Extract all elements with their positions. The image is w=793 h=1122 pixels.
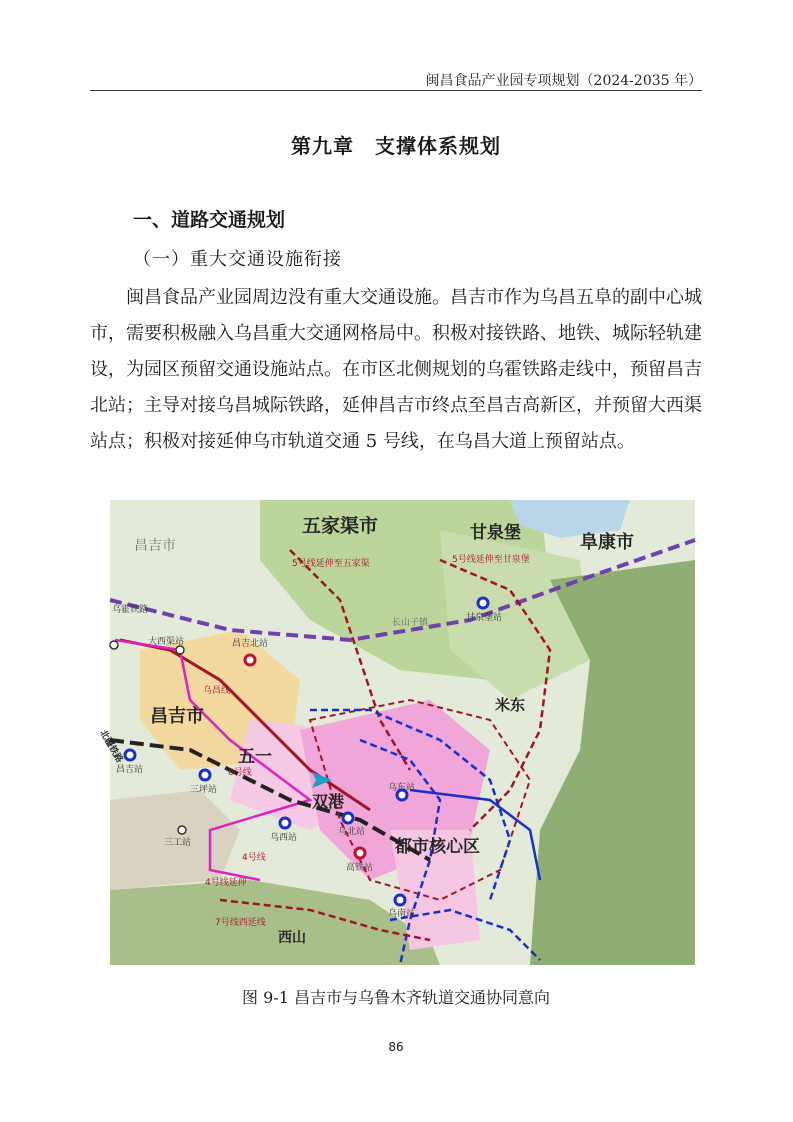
label-wuhuo-railway: 乌霍铁路 [112, 605, 149, 615]
label-line6: 6号线 [228, 768, 252, 778]
label-wunan-station: 乌南站 [388, 909, 416, 919]
label-wubei-station: 乌北站 [338, 827, 366, 837]
label-wudong-station: 乌东站 [388, 783, 416, 793]
label-wuyi: 五一 [238, 747, 272, 767]
label-beijiang-railway: 北疆铁路 [97, 728, 125, 765]
label-changjibei-station: 昌吉北站 [232, 639, 269, 649]
label-sangong-station: 三工站 [164, 838, 192, 848]
station-wuxi [280, 818, 290, 828]
station-sangong [178, 826, 186, 834]
label-wujiaqu: 五家渠市 [302, 515, 379, 537]
label-changji-faint: 昌吉市 [134, 538, 176, 554]
label-wuchang-line: 乌昌线 [203, 686, 231, 696]
label-xishan: 西山 [278, 930, 306, 946]
label-line5-ganquanpu: 5号线延伸至甘泉堡 [452, 555, 530, 565]
label-midong: 米东 [495, 696, 526, 714]
page-header: 闽昌食品产业园专项规划（2024-2035 年） [425, 73, 702, 89]
label-line4-ext: 4号线延伸 [205, 878, 247, 888]
subsection-title: （一）重大交通设施衔接 [133, 249, 342, 270]
station-wunan [395, 895, 405, 905]
station-changji [125, 750, 135, 760]
station-dadaqu [176, 646, 184, 654]
label-dadaqu-station: 大西渠站 [148, 637, 185, 647]
header-rule [90, 90, 702, 91]
station-sanping [200, 770, 210, 780]
label-wuxi-station: 乌西站 [270, 833, 298, 843]
label-ganquanpu: 甘泉堡 [470, 523, 521, 543]
transit-map [97, 500, 695, 965]
section-title: 一、道路交通规划 [133, 209, 286, 231]
body-paragraph: 闽昌食品产业园周边没有重大交通设施。昌吉市作为乌昌五阜的副中心城市，需要积极融入乌昌重大交通网格局中。积极对接铁路、地铁、城际轻轨建设，为园区预留交通设施站点。在市区北侧规划的乌霍铁路走线中，预留昌吉北站；主导对接乌昌城际铁路，延伸昌吉市终点至昌吉高新区，并预留大西渠站点；积极对接延伸乌市轨道交通 5 号线，在乌昌大道上预留站点。 [90, 287, 702, 452]
label-fukang: 阜康市 [580, 532, 634, 553]
label-sanping-station: 三坪站 [190, 785, 218, 795]
terminus-west [110, 641, 118, 649]
label-line7-ext: 7号线西延线 [215, 918, 266, 928]
label-changji: 昌吉市 [150, 706, 204, 727]
label-line5-wujiaqu: 5号线延伸至五家渠 [292, 559, 370, 569]
label-shuanggang: 双港 [312, 792, 345, 811]
label-line4: 4号线 [242, 853, 266, 863]
label-liushanzi: 长山子镇 [392, 618, 429, 628]
station-gaotie [355, 848, 365, 858]
label-gaotie-station: 高铁站 [346, 863, 374, 873]
figure-caption: 图 9-1 昌吉市与乌鲁木齐轨道交通协同意向 [242, 988, 550, 1007]
page-number: 86 [388, 1040, 404, 1054]
station-changjibei [245, 655, 255, 665]
label-core: 都市核心区 [395, 837, 480, 857]
label-changji-station: 昌吉站 [116, 765, 144, 775]
station-ganquanpu [478, 598, 488, 608]
label-ganquanpu-station: 甘泉堡站 [466, 613, 503, 623]
station-wubei [343, 813, 353, 823]
chapter-title: 第九章 支撑体系规划 [291, 134, 501, 158]
